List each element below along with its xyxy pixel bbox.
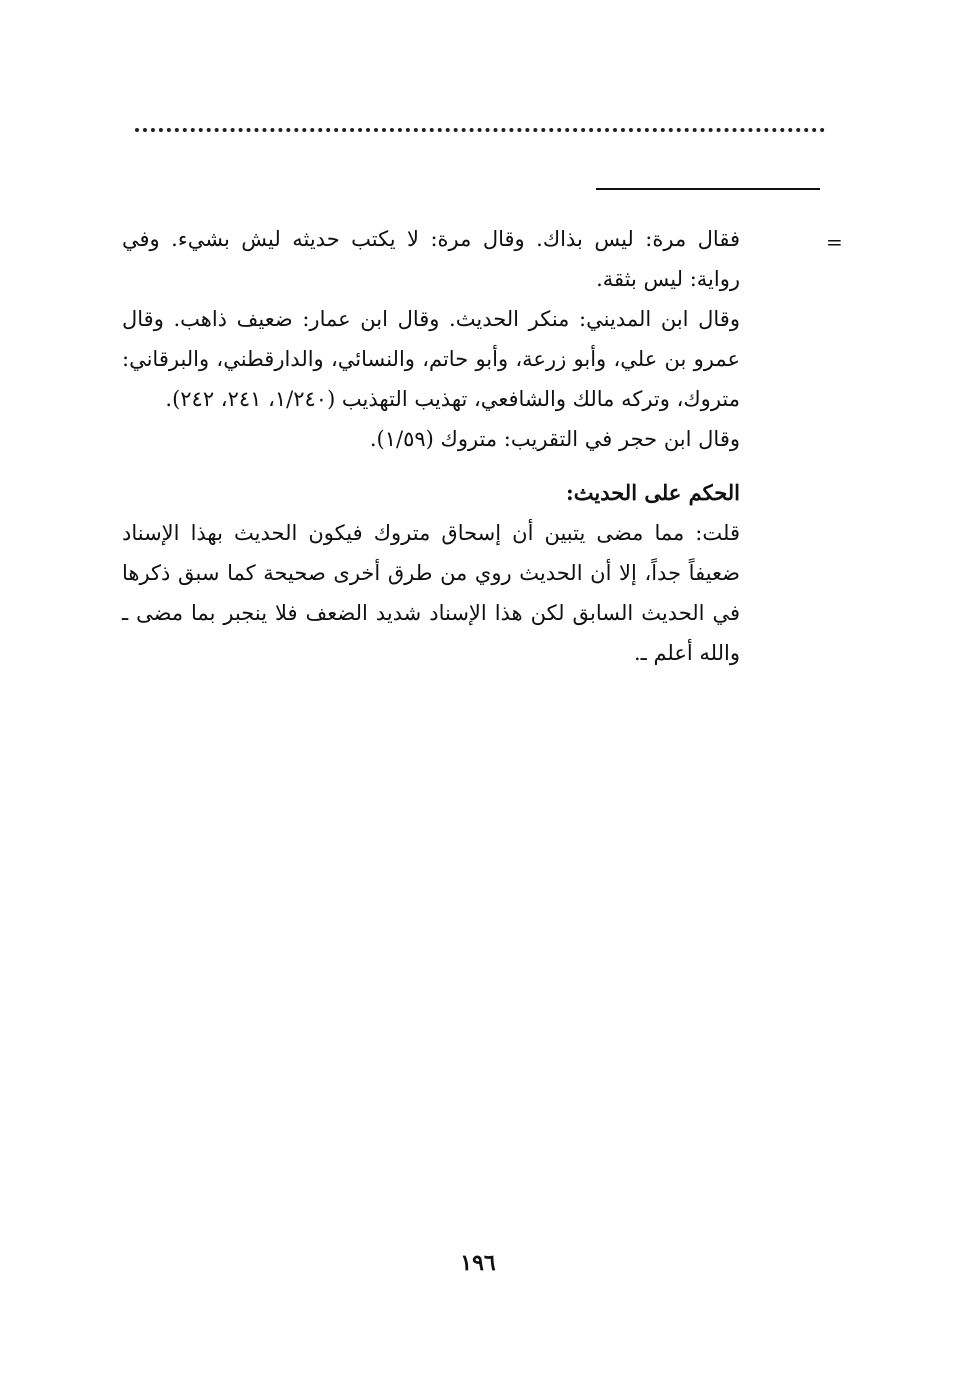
ruling-heading: الحكم على الحديث: xyxy=(566,480,740,505)
continuation-mark: = xyxy=(826,230,843,254)
body-text xyxy=(122,219,740,673)
ruling-paragraph: قلت: مما مضى يتبين أن إسحاق متروك فيكون الحديث بهذا الإسناد ضعيفاً جداً، إلا أن الحديث روي من طرق أخرى صحيحة كما سبق ذكرها في الحديث السابق لكن هذا الإسناد شديد الضعف فلا ينجبر بما مضى ـ والله أعلم ـ. xyxy=(122,521,740,665)
page-number: ١٩٦ xyxy=(460,1250,496,1276)
footnote-rule xyxy=(596,188,820,190)
footnote-paragraph-3: وقال ابن حجر في التقريب: متروك (١/٥٩). xyxy=(369,427,740,451)
footnote-paragraph-2: وقال ابن المديني: منكر الحديث. وقال ابن عمار: ضعيف ذاهب. وقال عمرو بن علي، وأبو زرعة، وأبو حاتم، والنسائي، والدارقطني، والبرقاني: متروك، وتركه مالك والشافعي، تهذيب التهذيب (١/٢٤٠، ٢٤١، ٢٤٢). xyxy=(122,307,740,411)
footnote-paragraph-1: فقال مرة: ليس بذاك. وقال مرة: لا يكتب حديثه ليش بشيء. وفي رواية: ليس بثقة. xyxy=(122,227,740,291)
dotted-separator xyxy=(135,118,825,132)
